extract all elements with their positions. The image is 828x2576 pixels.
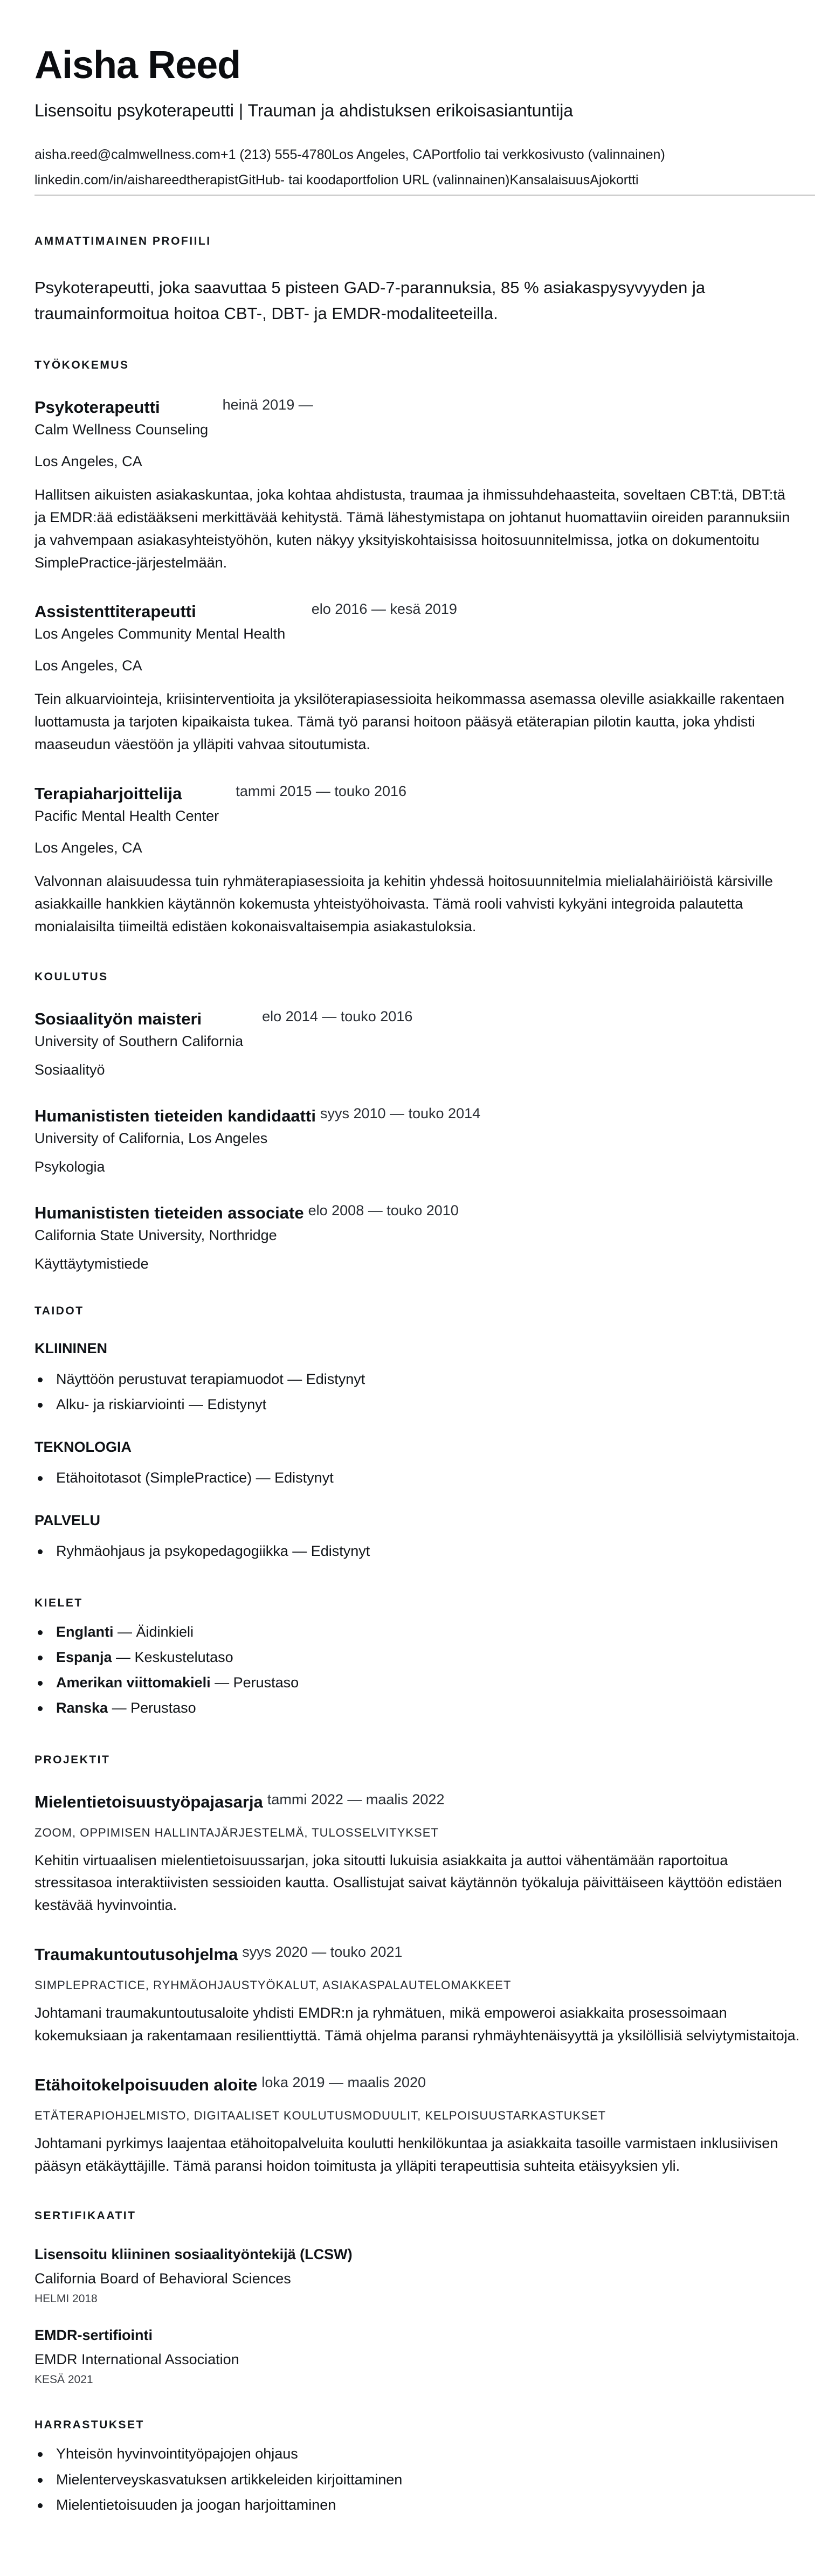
skill-category: KLIININEN (34, 1340, 107, 1356)
job-description: Hallitsen aikuisten asiakaskuntaa, joka kohtaa ahdistusta, traumaa ja ihmissuhdehaasteita, soveltaen CBT:tä, DBT:tä ja EMDR:ää edistääkseni merkittävää kehitystä. Tämä lähestymistapa on johtanut huomattaviin oireiden parannuksiin ja vahvempaan asiakasyhteistyöhön, kuten näkyy yksityiskohtaisissa hoitosuunnitelmissa, jotka on dokumentoitu SimplePractice-järjestelmään. (34, 487, 790, 571)
contact-line-2 (34, 168, 815, 193)
certification-entry (34, 2327, 794, 2386)
field-of-study: Psykologia (34, 1158, 105, 1175)
job-title: Terapiaharjoittelija (34, 784, 182, 803)
certifications-section (34, 2210, 794, 2386)
job-description: Tein alkuarviointeja, kriisinterventioita ja yksilöterapiasessioita heikommassa asemassa oleville asiakkaille rakentaen luottamusta ja tarjoten kipaikaista tukea. Tämä työ paransi hoitoon pääsyä etäterapian pilotin kautta, joka yhdisti maaseudun väestöön ja ylläpiti vahvaa sitoutumista. (34, 691, 785, 753)
section-title: SERTIFIKAATIT (34, 2210, 136, 2222)
project-dates: syys 2020 — touko 2021 (242, 1944, 403, 1961)
project-keywords: ZOOM, OPPIMISEN HALLINTAJÄRJESTELMÄ, TULOSSELVITYKSET (34, 1825, 439, 1839)
employer: Pacific Mental Health Center (34, 807, 219, 824)
education-entry (34, 1106, 794, 1175)
github-link[interactable]: GitHub- tai koodaportfolion URL (valinnainen) (238, 172, 510, 188)
experience-entry (34, 784, 794, 938)
skill-item: Ryhmäohjaus ja psykopedagogiikka — Edistynyt (34, 1539, 794, 1564)
job-title: Assistenttiterapeutti (34, 602, 196, 621)
candidate-name: Aisha Reed (34, 44, 241, 87)
skill-item: Etähoitotasot (SimplePractice) — Edistynyt (34, 1465, 794, 1491)
languages-section (34, 1597, 794, 1721)
field-of-study: Käyttäytymistiede (34, 1255, 149, 1272)
skill-item: Alku- ja riskiarviointi — Edistynyt (34, 1392, 794, 1417)
project-description: Johtamani pyrkimys laajentaa etähoitopalveluita koulutti henkilökuntaa ja asiakkaita tasoille varmistaen inklusiivisen pääsyn etäkäyttäjille. Tämä paransi hoidon toimitusta ja ylläpiti terapeuttisia suhteita etäisyyksien yli. (34, 2135, 778, 2174)
drivers-license: Ajokortti (590, 172, 639, 188)
profile-text: Psykoterapeutti, joka saavuttaa 5 pisteen GAD-7-parannuksia, 85 % asiakaspysyvyyden ja traumainformoitua hoitoa CBT-, DBT- ja EMDR-modaliteeteilla. (34, 278, 706, 323)
language-item (34, 1619, 794, 1645)
hobby-item: Mielentietoisuuden ja joogan harjoittaminen (34, 2492, 794, 2518)
language-name: Amerikan viittomakieli (56, 1674, 211, 1691)
section-title: KIELET (34, 1596, 83, 1609)
certification-name: Lisensoitu kliininen sosiaalityöntekijä (LCSW) (34, 2246, 353, 2263)
language-level: — Perustaso (108, 1700, 196, 1716)
project-dates: loka 2019 — maalis 2020 (261, 2074, 426, 2090)
employer: Calm Wellness Counseling (34, 421, 209, 438)
school: California State University, Northridge (34, 1227, 277, 1243)
degree: Humanististen tieteiden associate (34, 1203, 304, 1222)
skills-section (34, 1305, 794, 1564)
project-dates: tammi 2022 — maalis 2022 (267, 1791, 445, 1808)
certification-issuer: California Board of Behavioral Sciences (34, 2270, 291, 2287)
certification-issuer: EMDR International Association (34, 2351, 239, 2368)
project-entry (34, 1944, 800, 2047)
job-dates: heinä 2019 — (222, 397, 313, 413)
project-name: Mielentietoisuustyöpajasarja (34, 1792, 263, 1811)
skill-group (34, 1512, 794, 1564)
language-level: — Perustaso (210, 1674, 299, 1691)
profile-section (34, 235, 794, 327)
language-item (34, 1695, 794, 1721)
job-location: Los Angeles, CA (34, 453, 142, 470)
skill-group (34, 1340, 794, 1418)
language-item (34, 1645, 794, 1670)
employer: Los Angeles Community Mental Health (34, 626, 286, 642)
language-name: Ranska (56, 1700, 108, 1716)
school: University of Southern California (34, 1033, 244, 1049)
education-dates: elo 2014 — touko 2016 (262, 1008, 413, 1024)
project-keywords: SIMPLEPRACTICE, RYHMÄOHJAUSTYÖKALUT, ASIAKASPALAUTELOMAKKEET (34, 1978, 512, 1992)
experience-entry (34, 602, 794, 756)
section-title: HARRASTUKSET (34, 2419, 144, 2432)
language-level: — Keskustelutaso (112, 1649, 233, 1665)
certification-entry (34, 2246, 794, 2305)
project-name: Traumakuntoutusohjelma (34, 1945, 238, 1964)
language-name: Englanti (56, 1623, 114, 1640)
project-description: Kehitin virtuaalisen mielentietoisuussarjan, joka sitoutti lukuisia asiakkaita ja auttoi vähentämään raportoitua stressitasoa interaktiivisten sessioiden kautta. Osallistujat saivat käytännön työkaluja päivittäiseen käyttöön edistäen kestävää hyvinvointia. (34, 1852, 782, 1914)
skill-category: TEKNOLOGIA (34, 1439, 132, 1456)
education-dates: syys 2010 — touko 2014 (320, 1105, 481, 1121)
education-entry (34, 1203, 794, 1272)
job-dates: elo 2016 — kesä 2019 (311, 601, 457, 618)
linkedin-link[interactable]: linkedin.com/in/aishareedtherapist (34, 172, 238, 188)
section-title: KOULUTUS (34, 970, 108, 983)
job-dates: tammi 2015 — touko 2016 (236, 783, 407, 799)
skill-category: PALVELU (34, 1512, 101, 1529)
project-entry (34, 2075, 794, 2178)
project-keywords: ETÄTERAPIOHJELMISTO, DIGITAALISET KOULUTUSMODUULIT, KELPOISUUSTARKASTUKSET (34, 2108, 606, 2122)
certification-date: HELMI 2018 (34, 2293, 98, 2305)
education-entry (34, 1009, 794, 1078)
phone: +1 (213) 555-4780 (220, 147, 332, 162)
skill-item: Näyttöön perustuvat terapiamuodot — Edistynyt (34, 1367, 794, 1392)
job-title: Psykoterapeutti (34, 398, 160, 417)
hobby-item: Mielenterveyskasvatuksen artikkeleiden kirjoittaminen (34, 2467, 794, 2492)
skill-group (34, 1439, 794, 1491)
section-title: PROJEKTIT (34, 1753, 111, 1766)
section-title: TYÖKOKEMUS (34, 359, 129, 372)
project-name: Etähoitokelpoisuuden aloite (34, 2075, 258, 2094)
location: Los Angeles, CA (332, 147, 432, 162)
project-entry (34, 1792, 794, 1917)
experience-section (34, 359, 794, 938)
section-title: AMMATTIMAINEN PROFIILI (34, 234, 211, 247)
language-item (34, 1670, 794, 1695)
degree: Humanististen tieteiden kandidaatti (34, 1106, 316, 1125)
projects-section (34, 1753, 800, 2178)
contact-line-1 (34, 142, 815, 168)
hobbies-section (34, 2419, 794, 2518)
certification-name: EMDR-sertifiointi (34, 2327, 153, 2344)
degree: Sosiaalityön maisteri (34, 1009, 202, 1028)
school: University of California, Los Angeles (34, 1130, 268, 1146)
experience-entry (34, 398, 794, 574)
resume-header (34, 45, 794, 196)
language-name: Espanja (56, 1649, 112, 1665)
job-location: Los Angeles, CA (34, 657, 142, 674)
certification-date: KESÄ 2021 (34, 2373, 93, 2386)
hobby-item: Yhteisön hyvinvointityöpajojen ohjaus (34, 2441, 794, 2467)
job-location: Los Angeles, CA (34, 839, 142, 856)
portfolio-link[interactable]: Portfolio tai verkkosivusto (valinnainen) (431, 147, 665, 162)
citizenship: Kansalaisuus (509, 172, 590, 188)
section-title: TAIDOT (34, 1304, 84, 1317)
field-of-study: Sosiaalityö (34, 1061, 105, 1078)
job-description: Valvonnan alaisuudessa tuin ryhmäterapiasessioita ja kehitin yhdessä hoitosuunnitelmia mielialahäiriöistä kärsiville asiakkaille hankkien käytännön kokemusta yhteistyöhoivasta. Tämä rooli vahvisti kykyäni integroida palautetta monialaisilta tiimeiltä edistäen kokonaisvaltaisempia asiakastuloksia. (34, 872, 773, 934)
email-link[interactable]: aisha.reed@calmwellness.com (34, 147, 220, 162)
project-description: Johtamani traumakuntoutusaloite yhdisti EMDR:n ja ryhmätuen, mikä empoweroi asiakkaita prosessoimaan kokemuksiaan ja rakentamaan resilienttiyttä. Tämä ohjelma paransi ryhmäyhtenäisyyttä ja yksilöllisiä selviytymistaitoja. (34, 2005, 800, 2044)
education-section (34, 971, 794, 1272)
language-level: — Äidinkieli (113, 1623, 194, 1640)
headline: Lisensoitu psykoterapeutti | Trauman ja ahdistuksen erikoisasiantuntija (34, 100, 574, 120)
education-dates: elo 2008 — touko 2010 (308, 1202, 459, 1218)
contact-info (34, 142, 815, 196)
